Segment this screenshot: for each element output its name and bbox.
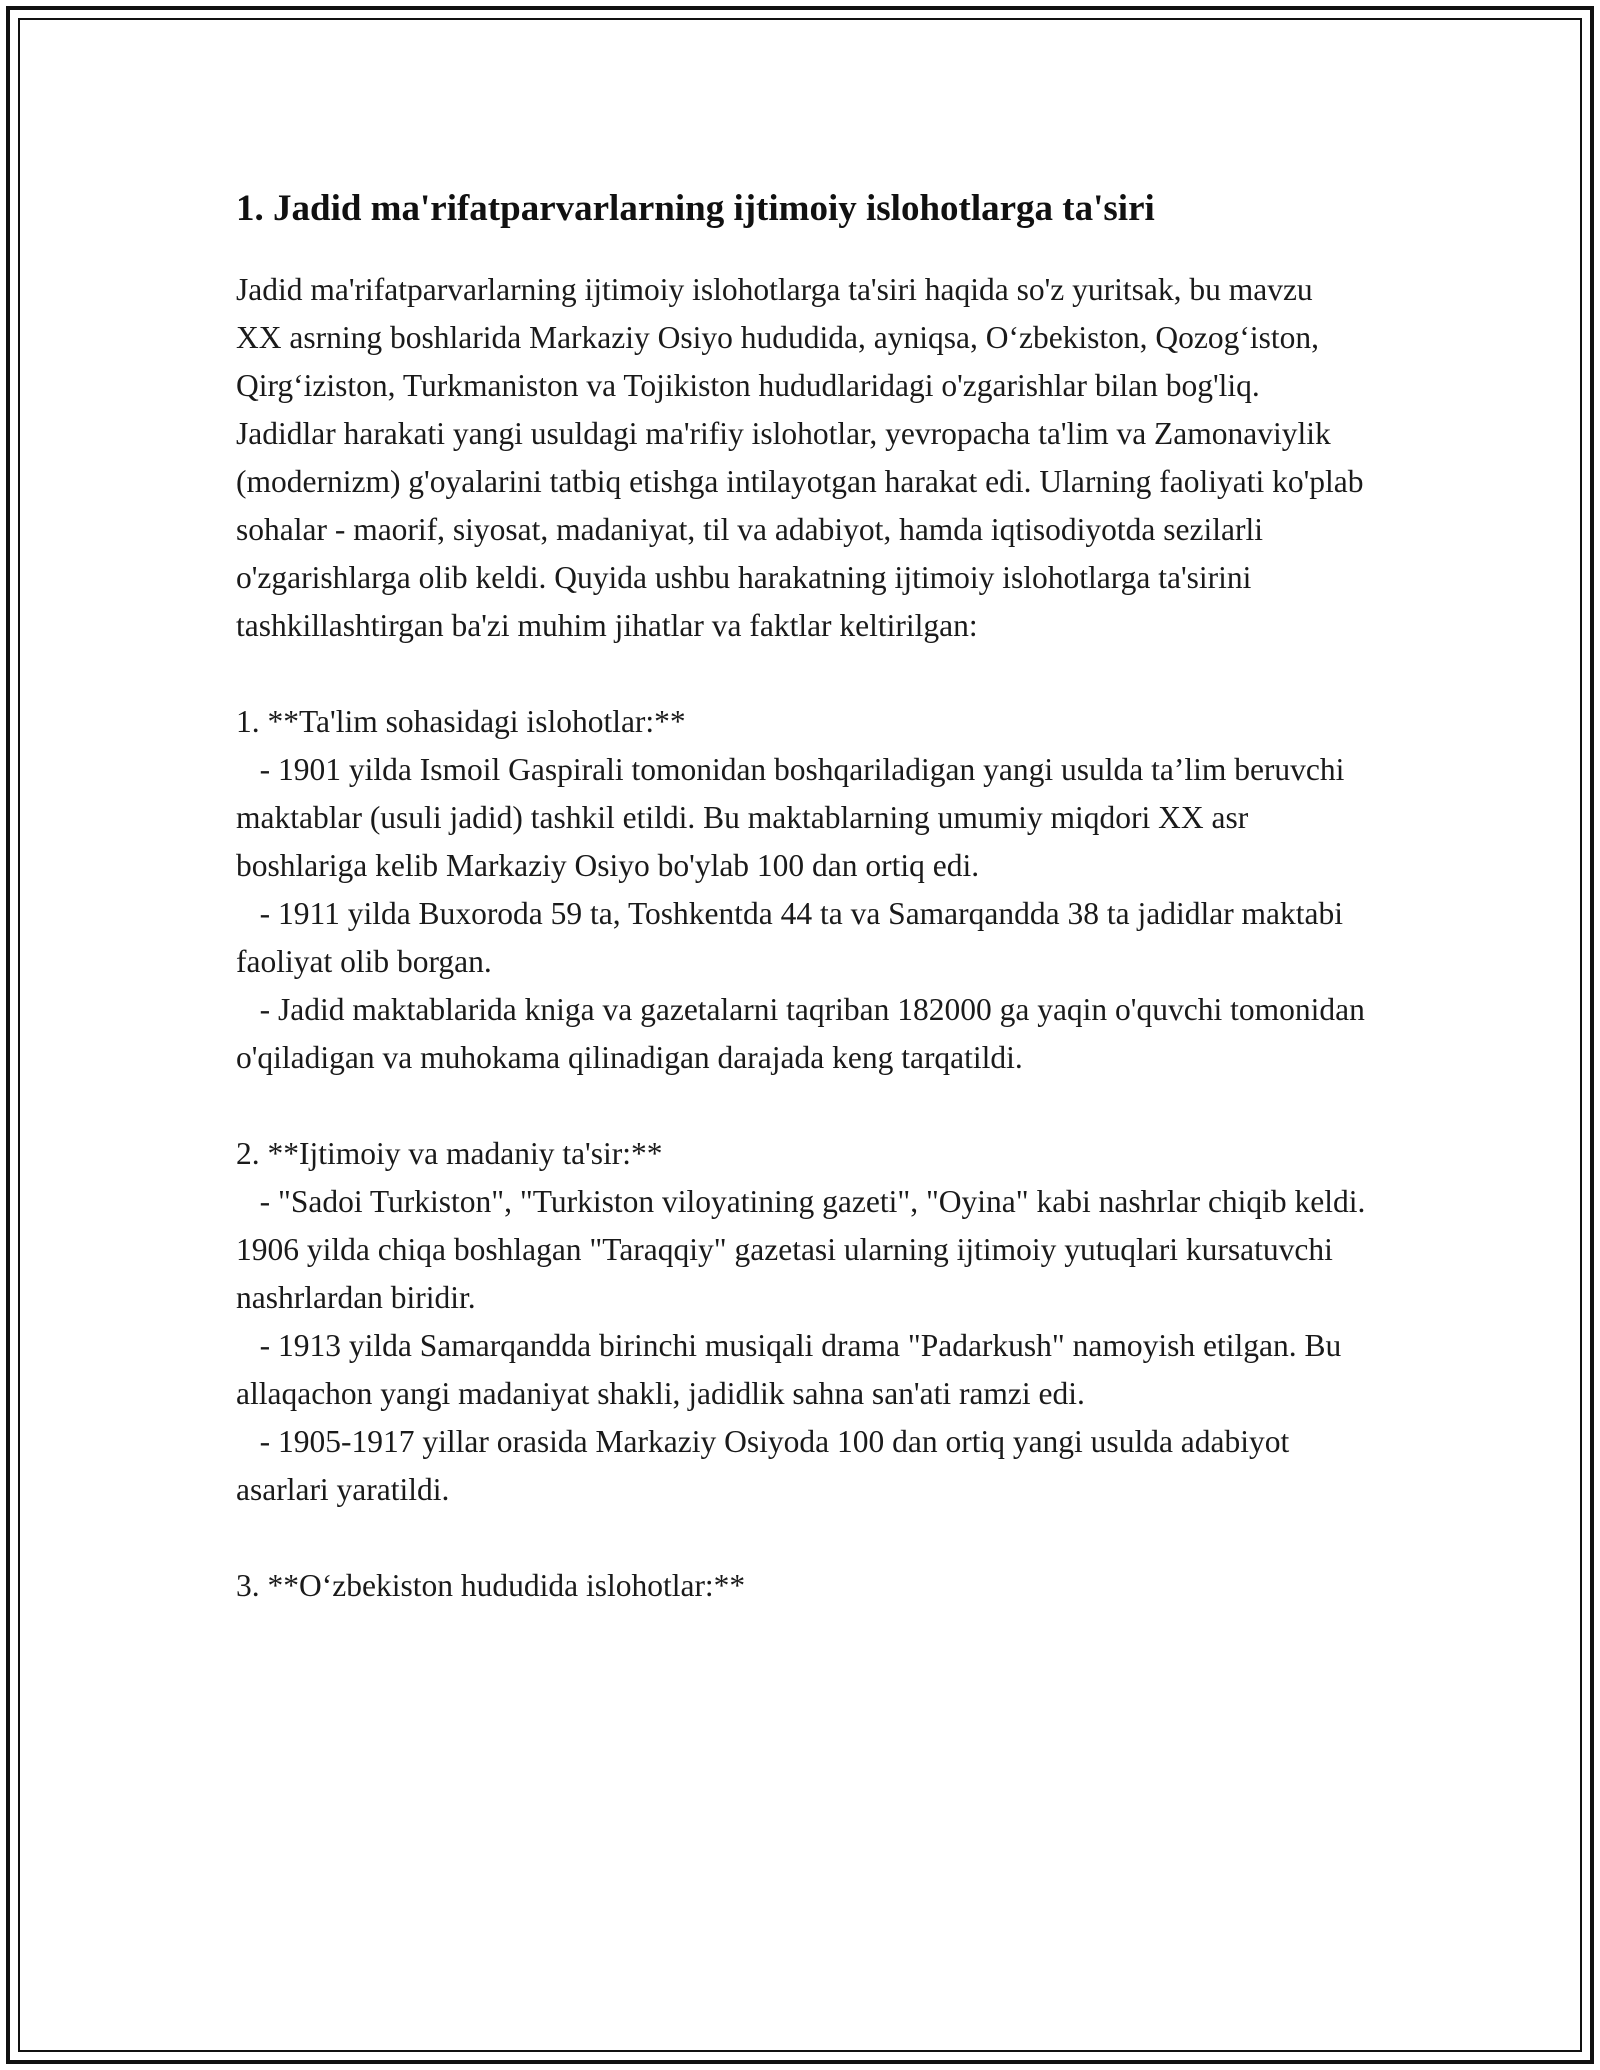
section-3: [236, 1562, 1366, 1610]
bullet-item: - Jadid maktablarida kniga va gazetalarni taqriban 182000 ga yaqin o'quvchi tomonidan o'qiladigan va muhokama qilinadigan darajada keng tarqatildi.: [236, 992, 1373, 1075]
bullet-item: - "Sadoi Turkiston", "Turkiston viloyatining gazeti", "Oyina" kabi nashrlar chiqib keldi. 1906 yilda chiqa boshlagan "Taraqqiy" gazetasi ularning ijtimoiy yutuqlari kursatuvchi nashrlardan biridir.: [236, 1184, 1374, 1315]
bullet-item: - 1905-1917 yillar orasida Markaziy Osiyoda 100 dan ortiq yangi usulda adabiyot asarlari yaratildi.: [236, 1424, 1298, 1507]
section-1: [236, 698, 1373, 1082]
section-title: 2. **Ijtimoiy va madaniy ta'sir:**: [236, 1136, 663, 1171]
intro-paragraph: Jadid ma'rifatparvarlarning ijtimoiy islohotlarga ta'siri haqida so'z yuritsak, bu mavzu XX asrning boshlarida Markaziy Osiyo hududida, ayniqsa, O‘zbekiston, Qozog‘iston, Qirg‘iziston, Turkmaniston va Tojikiston hududlaridagi o'zgarishlar bilan bog'liq. Jadidlar harakati yangi usuldagi ma'rifiy islohotlar, yevropacha ta'lim va Zamonaviylik (modernizm) g'oyalarini tatbiq etishga intilayotgan harakat edi. Ularning faoliyati ko'plab sohalar - maorif, siyosat, madaniyat, til va adabiyot, hamda iqtisodiyotda sezilarli o'zgarishlarga olib keldi. Quyida ushbu harakatning ijtimoiy islohotlarga ta'sirini tashkillashtirgan ba'zi muhim jihatlar va faktlar keltirilgan:: [236, 272, 1372, 643]
bullet-item: - 1911 yilda Buxoroda 59 ta, Toshkentda 44 ta va Samarqandda 38 ta jadidlar maktabi faoliyat olib borgan.: [236, 896, 1351, 979]
bullet-item: - 1913 yilda Samarqandda birinchi musiqali drama "Padarkush" namoyish etilgan. Bu allaqachon yangi madaniyat shakli, jadidlik sahna san'ati ramzi edi.: [236, 1328, 1350, 1411]
section-title: 3. **O‘zbekiston hududida islohotlar:**: [236, 1568, 746, 1603]
document-body: [236, 186, 1374, 1610]
bullet-item: - 1901 yilda Ismoil Gaspirali tomonidan boshqariladigan yangi usulda ta’lim beruvchi maktablar (usuli jadid) tashkil etildi. Bu maktablarning umumiy miqdori XX asr boshlariga kelib Markaziy Osiyo bo'ylab 100 dan ortiq edi.: [236, 752, 1353, 883]
section-2: [236, 1130, 1374, 1514]
section-title: 1. **Ta'lim sohasidagi islohotlar:**: [236, 704, 686, 739]
document-heading: 1. Jadid ma'rifatparvarlarning ijtimoiy islohotlarga ta'siri: [236, 188, 1155, 229]
